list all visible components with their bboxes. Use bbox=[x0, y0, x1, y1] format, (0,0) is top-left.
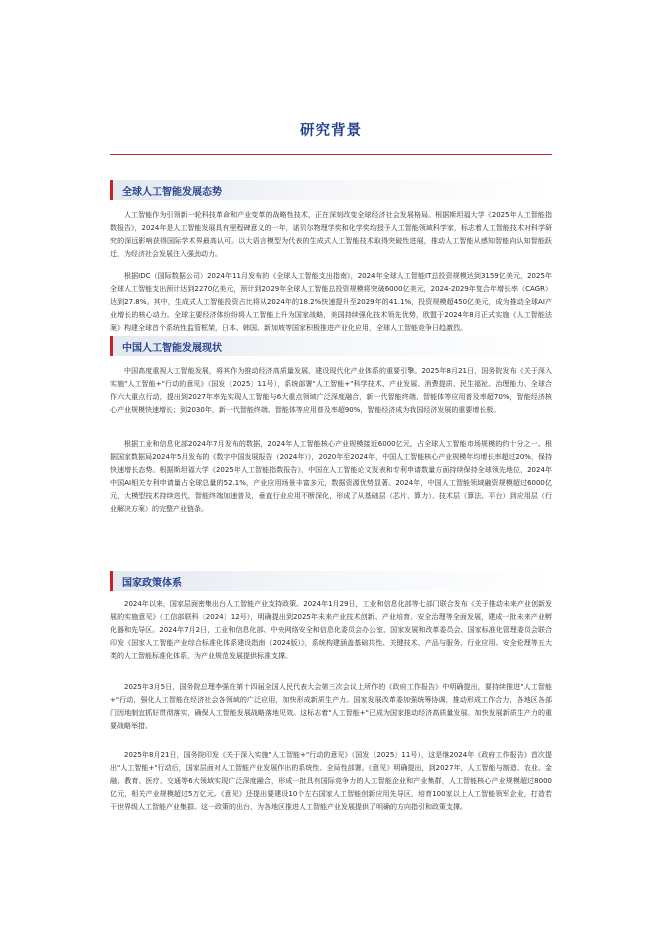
paragraph: 人工智能作为引领新一轮科技革命和产业变革的战略性技术，正在深刻改变全球经济社会发展格局。根据斯坦福大学《2025年人工智能指数报告》，2024年是人工智能发展具有里程碑意义的一年，诺贝尔物理学奖和化学奖均授予人工智能领域科学家，标志着人工智能技术对科学研究的深远影响获得国际学术界最高认可。以大语言模型为代表的生成式人工智能技术取得突破性进展，推动人工智能从感知智能向认知智能跃迁，为经济社会发展注入强劲动力。 bbox=[110, 211, 552, 258]
paragraph: 根据IDC（国际数据公司）2024年11月发布的《全球人工智能支出指南》，2024年全球人工智能IT总投资规模达到3159亿美元，2025年全球人工智能支出预计达到2270亿美元，预计到2029年全球人工智能总投资规模将突破6000亿美元，2024-2029年复合年增长率（CAGR）达到27.8%。其中，生成式人工智能投资占比将从2024年的18.2%快速提升至2029年的41.1%，投资规模超450亿美元，成为推动全球AI产业增长的核心动力。全球主要经济体纷纷将人工智能上升为国家战略，美国持续强化技术领先优势，欧盟于2024年8月正式实施《人工智能法案》构建全球首个系统性监管框架，日本、韩国、新加坡等国家积极推进产业化应用，全球人工智能竞争日趋激烈。 bbox=[110, 272, 552, 332]
section-heading-label: 中国人工智能发展现状 bbox=[122, 343, 222, 354]
section-accent-bar bbox=[110, 571, 113, 591]
page-title: 研究背景 bbox=[300, 123, 362, 139]
section-heading-label: 全球人工智能发展态势 bbox=[122, 187, 222, 198]
section-heading-global-ai bbox=[110, 180, 552, 200]
section-heading-national-policy bbox=[110, 571, 552, 591]
section-accent-bar bbox=[110, 180, 113, 200]
title-divider bbox=[110, 154, 552, 155]
section-accent-bar bbox=[110, 336, 113, 356]
section-heading-label: 国家政策体系 bbox=[122, 578, 182, 589]
paragraph: 中国高度重视人工智能发展，将其作为推动经济高质量发展、建设现代化产业体系的重要引擎。2025年8月21日，国务院发布《关于深入实施"人工智能+"行动的意见》（国发〔2025〕11号），系统部署"人工智能+"科学技术、产业发展、消费提质、民生福祉、治理能力、全球合作六大重点行动，提出到2027年率先实现人工智能与6大重点领域广泛深度融合，新一代智能终端、智能体等应用普及率超70%，智能经济核心产业规模快速增长；到2030年，新一代智能终端、智能体等应用普及率超90%，智能经济成为我国经济发展的重要增长极。 bbox=[110, 367, 552, 414]
paragraph: 根据工业和信息化部2024年7月发布的数据，2024年人工智能核心产业规模接近6000亿元，占全球人工智能市场规模的约十分之一。根据国家数据局2024年5月发布的《数字中国发展报告（2024年）》，2020年至2024年，中国人工智能核心产业规模年均增长率超过20%，保持快速增长态势。根据斯坦福大学《2025年人工智能指数报告》，中国在人工智能论文发表和专利申请数量方面持续保持全球领先地位，2024年中国AI相关专利申请量占全球总量的52.1%，产业应用场景丰富多元，数据资源优势显著。2024年，中国人工智能领域融资规模超过6000亿元，大模型技术持续迭代，智能终端加速普及，垂直行业应用不断深化，形成了从基础层（芯片、算力）、技术层（算法、平台）到应用层（行业解决方案）的完整产业链条。 bbox=[110, 440, 552, 513]
paragraph: 2025年3月5日，国务院总理李强在第十四届全国人民代表大会第三次会议上所作的《政府工作报告》中明确提出，要持续推进"人工智能+"行动，强化人工智能在经济社会各领域的广泛应用，加快形成新质生产力。国家发展改革委加强统筹协调，推动形成工作合力，各地区各部门因地制宜抓好贯彻落实，确保人工智能发展战略落地见效。这标志着"人工智能+"已成为国家推动经济高质量发展、加快发展新质生产力的重要战略举措。 bbox=[110, 683, 552, 730]
paragraph: 2025年8月21日，国务院印发《关于深入实施"人工智能+"行动的意见》（国发〔2025〕11号），这是继2024年《政府工作报告》首次提出"人工智能+"行动后，国家层面对人工智能产业发展作出的系统性、全局性部署。《意见》明确提出，到2027年，人工智能与制造、农业、金融、教育、医疗、交通等6大领域实现广泛深度融合，形成一批具有国际竞争力的人工智能企业和产业集群，人工智能核心产业规模超过8000亿元，相关产业规模超过5万亿元。《意见》还提出要建设10个左右国家人工智能创新应用先导区，培育100家以上人工智能领军企业，打造若干世界级人工智能产业集群。这一政策的出台，为各地区推进人工智能产业发展提供了明确的方向指引和政策支撑。 bbox=[110, 751, 552, 811]
paragraph: 2024年以来，国家层面密集出台人工智能产业支持政策。2024年1月29日，工业和信息化部等七部门联合发布《关于推动未来产业创新发展的实施意见》（工信部联科〔2024〕12号），明确提出到2025年未来产业技术创新、产业培育、安全治理等全面发展，建成一批未来产业孵化器和先导区。2024年7月2日，工业和信息化部、中央网络安全和信息化委员会办公室、国家发展和改革委员会、国家标准化管理委员会联合印发《国家人工智能产业综合标准化体系建设指南（2024版）》，系统构建涵盖基础共性、关键技术、产品与服务、行业应用、安全伦理等五大类的人工智能标准化体系，为产业规范发展提供标准支撑。 bbox=[110, 600, 552, 660]
section-heading-china-ai bbox=[110, 336, 552, 356]
